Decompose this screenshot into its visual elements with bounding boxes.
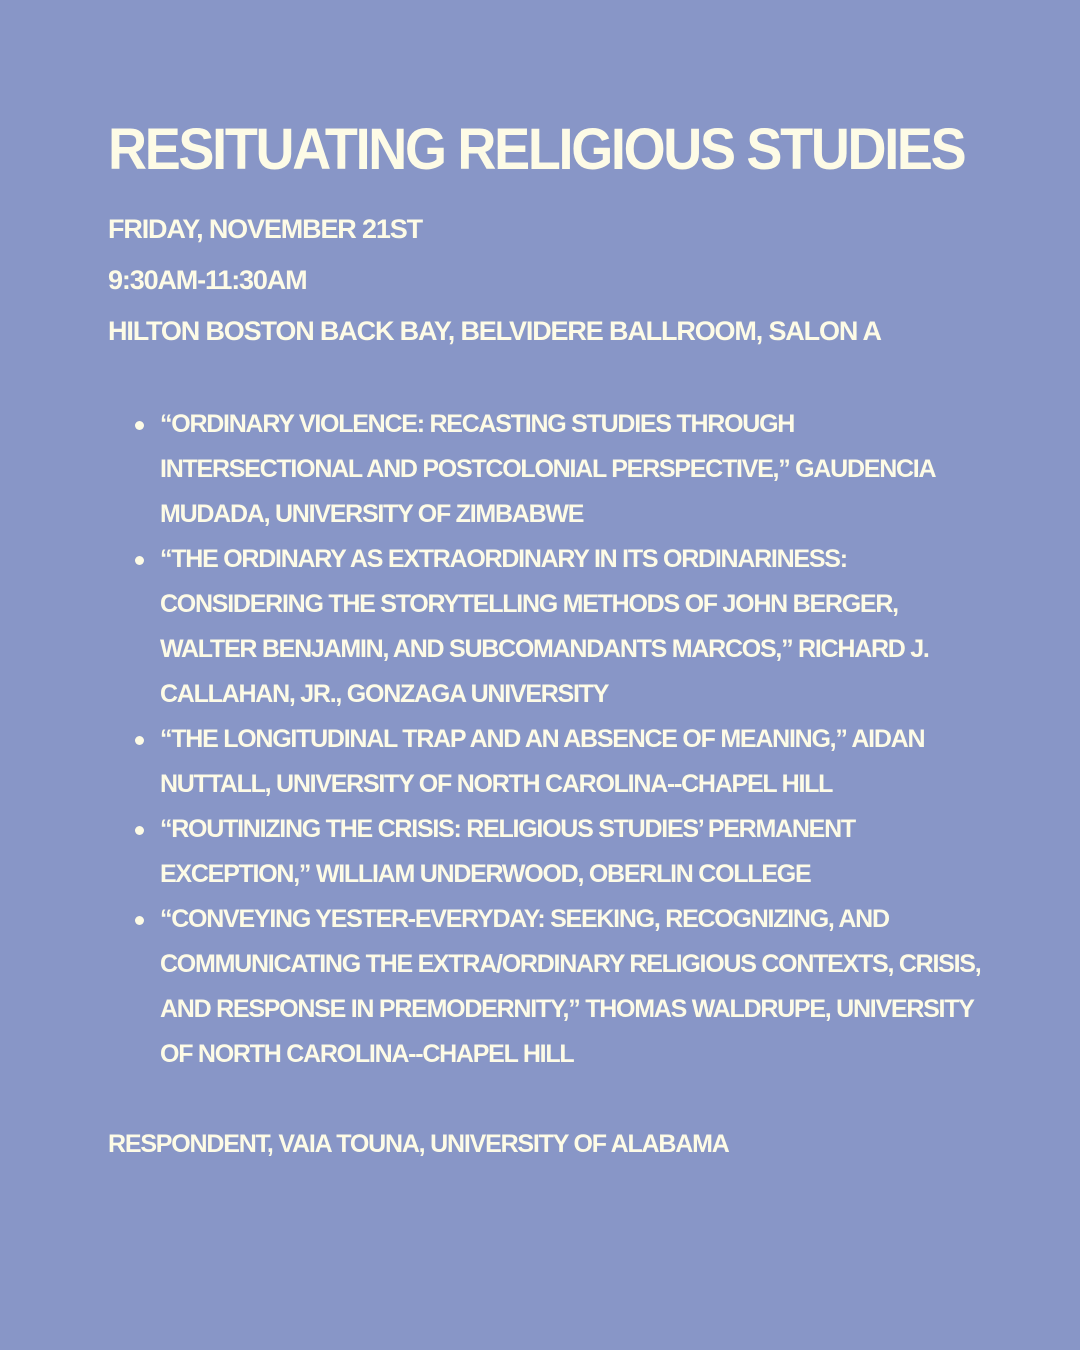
paper-list — [108, 402, 988, 1077]
bullet-dot-icon — [135, 826, 144, 835]
bullet-dot-icon — [135, 916, 144, 925]
paper-text: “THE LONGITUDINAL TRAP AND AN ABSENCE OF MEANING,” AIDAN NUTTALL, UNIVERSITY OF NORTH CAROLINA--CHAPEL HILL — [160, 725, 925, 798]
paper-item-2 — [108, 537, 988, 717]
paper-text: “ORDINARY VIOLENCE: RECASTING STUDIES THROUGH INTERSECTIONAL AND POSTCOLONIAL PERSPECTIVE,” GAUDENCIA MUDADA, UNIVERSITY OF ZIMBABWE — [160, 410, 935, 528]
paper-item-4 — [108, 807, 988, 897]
paper-text: “THE ORDINARY AS EXTRAORDINARY IN ITS ORDINARINESS: CONSIDERING THE STORYTELLING METHODS OF JOHN BERGER, WALTER BENJAMIN, AND SUBCOMANDANTS MARCOS,” RICHARD J. CALLAHAN, JR., GONZAGA UNIVERSITY — [160, 545, 929, 708]
event-title: RESITUATING RELIGIOUS STUDIES — [108, 117, 965, 183]
paper-text: “ROUTINIZING THE CRISIS: RELIGIOUS STUDIES’ PERMANENT EXCEPTION,” WILLIAM UNDERWOOD, OBERLIN COLLEGE — [160, 815, 855, 888]
paper-item-3 — [108, 717, 988, 807]
bullet-dot-icon — [135, 556, 144, 565]
respondent-line: RESPONDENT, VAIA TOUNA, UNIVERSITY OF ALABAMA — [108, 1130, 729, 1158]
bullet-dot-icon — [135, 421, 144, 430]
bullet-dot-icon — [135, 736, 144, 745]
paper-item-1 — [108, 402, 988, 537]
event-time: 9:30AM-11:30AM — [108, 265, 307, 295]
event-venue: HILTON BOSTON BACK BAY, BELVIDERE BALLROOM, SALON A — [108, 316, 881, 346]
paper-text: “CONVEYING YESTER-EVERYDAY: SEEKING, RECOGNIZING, AND COMMUNICATING THE EXTRA/ORDINARY RELIGIOUS CONTEXTS, CRISIS, AND RESPONSE IN PREMODERNITY,” THOMAS WALDRUPE, UNIVERSITY OF NORTH CAROLINA--CHAPEL HILL — [160, 905, 981, 1068]
event-date: FRIDAY, NOVEMBER 21ST — [108, 214, 422, 244]
paper-item-5 — [108, 897, 988, 1077]
